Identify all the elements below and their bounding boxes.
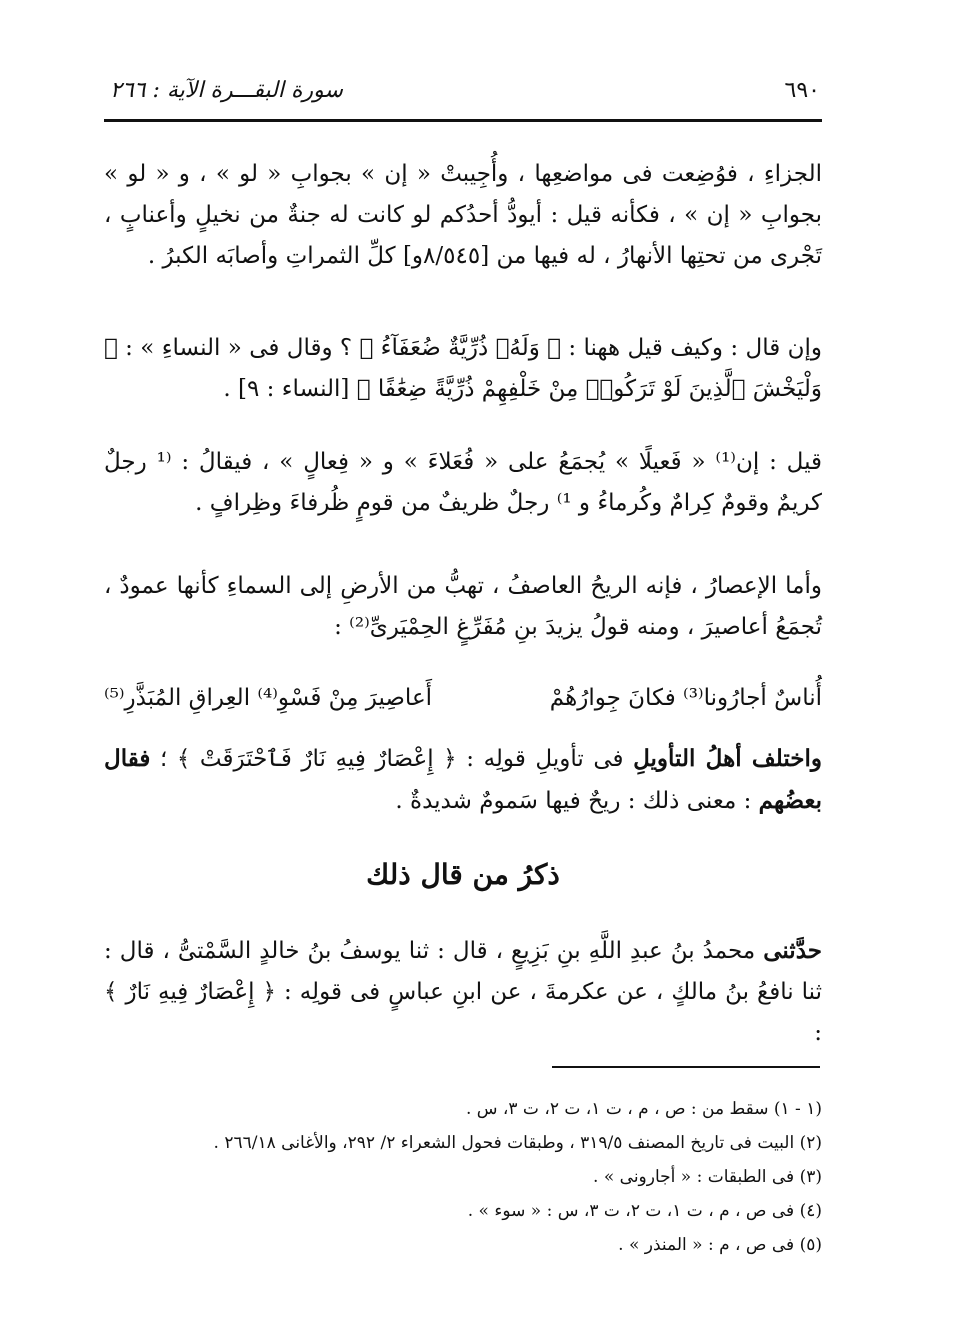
footnote-3: (٣) فى الطبقات : « أجارونى » . — [593, 1167, 822, 1187]
paragraph-qila: قيل : إن⁽¹⁾ « فَعيلًا » يُجمَعُ على « فُعَلاءَ » و « فِعالٍ » ، فيقالُ : ⁽¹ رجلٌ كريمٌ وقومٌ كِرامٌ وكُرماءُ و ¹⁾ رجلٌ ظريفٌ من قومٍ ظُرفاءَ وظِرافٍ . — [104, 449, 823, 516]
paragraph-wa-in-qal: وإن قال : وكيف قيل ههنا : ﴿ وَلَهُۥ ذُرِّيَّةٌ ضُعَفَآءُ ﴾ ؟ وقال فى « النساءِ » : ﴿ وَلْيَخْشَ ٱلَّذِينَ لَوْ تَرَكُوا۟ مِنْ خَلْفِهِمْ ذُرِّيَّةً ضِعَٰفًا ﴾ [النساء : ٩] . — [104, 335, 822, 402]
paragraph-ikhtilaf — [104, 738, 822, 822]
verse-second-hemistich: أَعاصِيرَ مِنْ فَسْوِ⁽⁴⁾ العِراقِ المُبَذَّرِ⁽⁵⁾ — [104, 685, 433, 711]
running-title: سورة البقـــرة الآية : ٢٦٦ — [110, 77, 343, 103]
paragraph-isnad — [104, 930, 822, 1054]
ikhtilaf-middle: فى تأويلِ قولِه : ﴿ إِعْصَارٌ فِيهِ نَارٌ فَٱحْتَرَقَتْ ﴾ ؛ — [150, 746, 634, 772]
footnotes — [120, 1092, 822, 1262]
footnote-1: (١ - ١) سقط من : ص ، م ، ت ١، ت ٢، ت ٣، س . — [465, 1099, 822, 1119]
section-heading: ذكرُ من قال ذلك — [366, 858, 560, 891]
ikhtilaf-tail: فقال بعضُهم — [104, 745, 822, 814]
page-number: ٦٩٠ — [784, 77, 820, 103]
footnote-4: (٤) فى ص ، م ، ت ١، ت ٢، ت ٣، س : « سوء » . — [467, 1201, 822, 1221]
ikhtilaf-lead: واختلف أهلُ التأويلِ — [633, 745, 822, 772]
paragraph-jaza: الجزاءِ ، فوُضِعت فى مواضعِها ، وأُجِيبتْ « إن » بجوابِ « لو » ، و « لو » بجوابِ « إن » ، فكأنه قيل : أيودُّ أحدُكم لو كانت له جنةٌ من نخيلٍ وأعنابٍ ، تَجْرى من تحتِها الأنهارُ ، له فيها من [٨/٥٤٥و] كلِّ الثمراتِ وأصابَه الكبرُ . — [104, 161, 822, 269]
verse-first-hemistich: أُناسٌ أجارُونا⁽³⁾ فكانَ جِوارُهُمْ — [549, 685, 822, 711]
ikhtilaf-end: : معنى ذلك : ريحٌ فيها سَمومٌ شديدةٌ . — [395, 788, 759, 814]
isnad-lead: حدَّثنى — [763, 937, 822, 964]
isnad-text: محمدُ بنُ عبدِ اللَّهِ بنِ بَزِيعٍ ، قال : ثنا يوسفُ بنُ خالدٍ السَّمْتىُّ ، قال : ثنا نافعُ بنُ مالكٍ ، عن عكرمةَ ، عن ابنِ عباسٍ فى قولِه : ﴿ إِعْصَارٌ فِيهِ نَارٌ ﴾ : — [104, 938, 822, 1046]
footnote-divider — [552, 1066, 820, 1068]
header-divider — [104, 119, 822, 122]
poetry-verse — [104, 678, 822, 719]
paragraph-iasar: وأما الإعصارُ ، فإنه الريحُ العاصفُ ، تهبُّ من الأرضِ إلى السماءِ كأنها عمودٌ ، تُجمَعُ أعاصيرَ ، ومنه قولُ يزيدَ بنِ مُفَرِّغٍ الحِمْيَرىِّ⁽²⁾ : — [104, 573, 822, 640]
page-header — [110, 70, 820, 110]
footnote-2: (٢) البيت فى تاريخ المصنف ٣١٩/٥ ، وطبقات فحول الشعراء ٢/ ٢٩٢، والأغانى ٢٦٦/١٨ . — [213, 1133, 822, 1153]
footnote-5: (٥) فى ص ، م : « المنذر » . — [618, 1235, 822, 1255]
